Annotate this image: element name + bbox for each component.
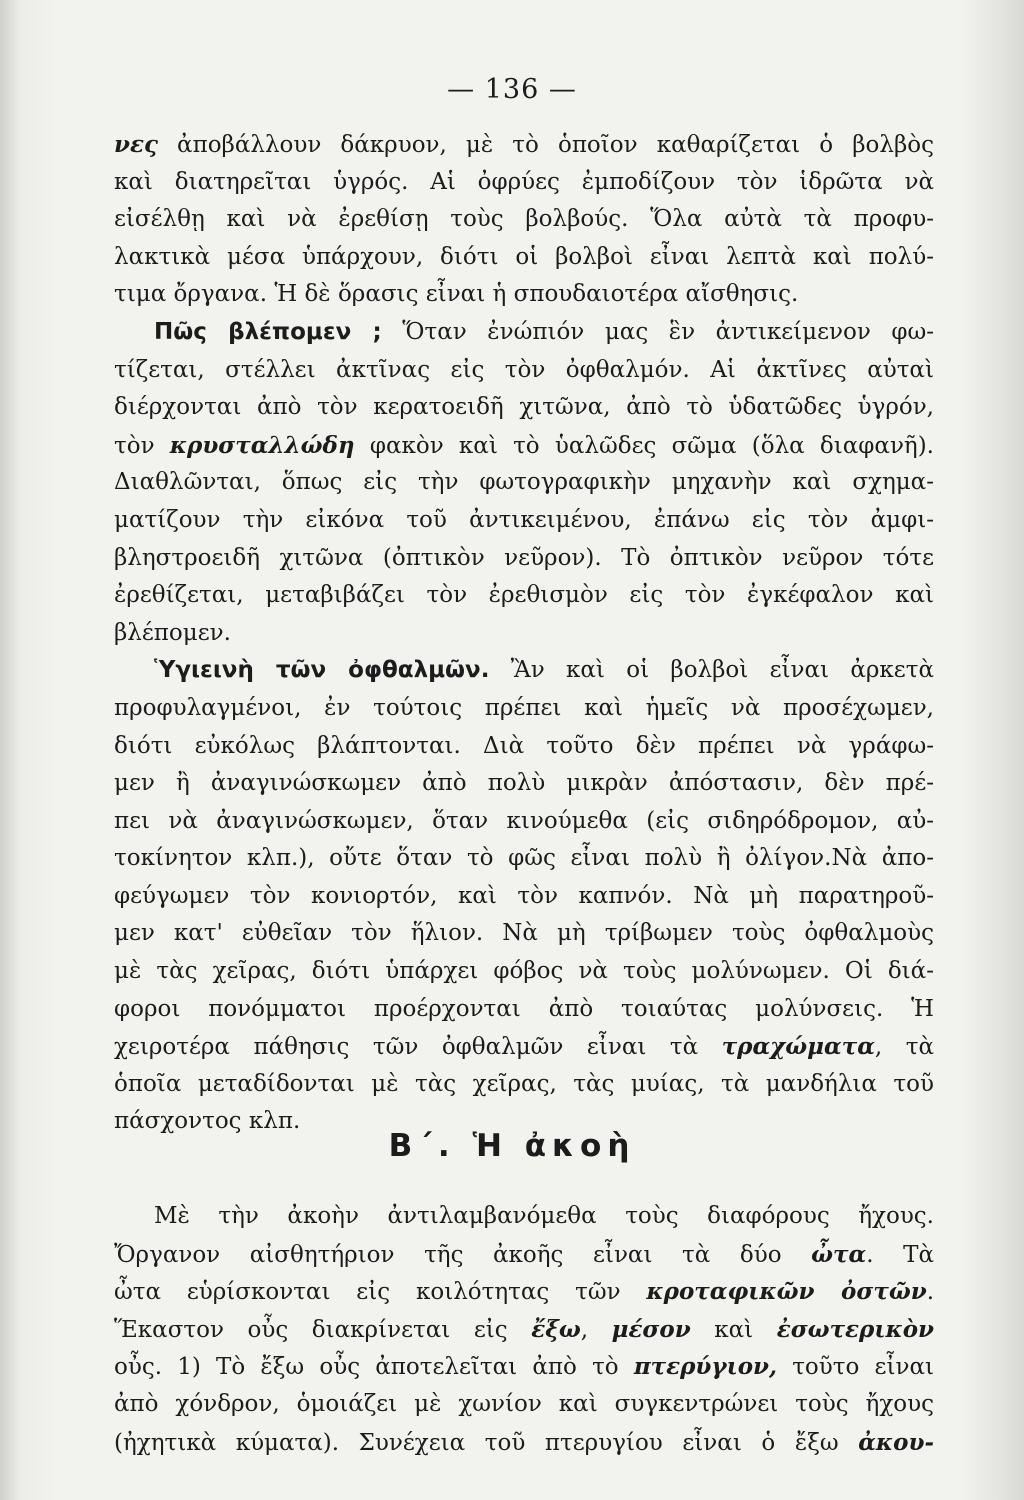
text-line: πει νὰ ἀναγινώσκωμεν, ὅταν κινούμεθα (εἰς σιδηρόδρομον, αὐ- — [114, 807, 934, 834]
text-line: ὁποῖα μεταδίδονται μὲ τὰς χεῖρας, τὰς μυίας, τὰ μανδήλια τοῦ — [114, 1070, 934, 1097]
text-line: διότι εὐκόλως βλάπτονται. Διὰ τοῦτο δὲν πρέπει νὰ γράφω- — [114, 732, 934, 759]
section-heading: Β΄. Ἡ ἀκοὴ — [388, 1128, 636, 1164]
text-line: τοκίνητον κλπ.), οὔτε ὅταν τὸ φῶς εἶναι πολὺ ἢ ὀλίγον.Νὰ ἀπο- — [114, 845, 934, 872]
text-line — [114, 427, 934, 465]
text-line — [114, 1348, 934, 1386]
text-line: μεν ἢ ἀναγινώσκωμεν ἀπὸ πολὺ μικρὰν ἀπόστασιν, δὲν πρέ- — [114, 770, 934, 797]
text-line: λακτικὰ μέσα ὑπάρχουν, διότι οἱ βολβοὶ εἶναι λεπτὰ καὶ πολύ- — [114, 243, 934, 270]
text-run: (ἠχητικὰ κύματα). Συνέχεια τοῦ πτερυγίου εἶναι ὁ ἔξω — [114, 1429, 859, 1456]
text-run: , τὰ — [874, 1034, 934, 1061]
text-line: Διαθλῶνται, ὅπως εἰς τὴν φωτογραφικὴν μηχανὴν καὶ σχημα- — [114, 469, 934, 496]
text-line: καὶ διατηρεῖται ὑγρός. Αἱ ὀφρύες ἐμποδίζουν τὸν ἱδρῶτα νὰ — [114, 168, 934, 195]
emphasis: ὦτα — [811, 1240, 867, 1268]
text-line — [114, 314, 934, 352]
text-line — [114, 1273, 934, 1311]
page-number: — 136 — — [447, 74, 577, 105]
text-line: διέρχονται ἀπὸ τὸν κερατοειδῆ χιτῶνα, ἀπὸ τὸ ὑδατῶδες ὑγρόν, — [114, 394, 934, 421]
main-text-block — [114, 126, 934, 1141]
text-run: . — [926, 1279, 934, 1306]
text-run: ἀποβάλλουν δάκρυον, μὲ τὸ ὁποῖον καθαρίζεται ὁ βολβὸς — [157, 132, 934, 158]
text-line: ἐρεθίζεται, μεταβιβάζει τὸν ἐρεθισμὸν εἰς τὸν ἐγκέφαλον καὶ — [114, 582, 934, 609]
emphasis: πτερύγιον, — [633, 1353, 778, 1381]
text-run: Ἂν καὶ οἱ βολβοὶ εἶναι ἀρκετὰ — [489, 657, 934, 684]
emphasis: ἀκου- — [858, 1428, 934, 1456]
paragraph-heading: Ὑγιεινὴ τῶν ὀφθαλμῶν. — [154, 657, 490, 684]
emphasis: μέσον — [611, 1315, 691, 1343]
text-line: βληστροειδῆ χιτῶνα (ὀπτικὸν νεῦρον). Τὸ ὀπτικὸν νεῦρον τότε — [114, 544, 934, 571]
text-line — [114, 1424, 934, 1462]
text-run: , — [580, 1316, 612, 1343]
text-line: προφυλαγμένοι, ἐν τούτοις πρέπει καὶ ἡμεῖς νὰ προσέχωμεν, — [114, 694, 934, 721]
text-run: ὦτα εὑρίσκονται εἰς κοιλότητας τῶν — [114, 1279, 647, 1306]
text-run: φακὸν καὶ τὸ ὑαλῶδες σῶμα (ὅλα διαφανῆ). — [354, 432, 934, 459]
paragraph-heading: Πῶς βλέπομεν ; — [154, 318, 382, 345]
text-line — [114, 126, 934, 164]
text-run: καὶ — [690, 1316, 777, 1343]
text-line: βλέπομεν. — [114, 619, 231, 646]
text-line: μὲ τὰς χεῖρας, διότι ὑπάρχει φόβος νὰ τοὺς μολύνωμεν. Οἱ διά- — [114, 958, 934, 985]
emphasis: ἐσωτερικὸν — [776, 1315, 934, 1343]
text-line: πάσχοντος κλπ. — [114, 1108, 301, 1135]
text-line: φεύγωμεν τὸν κονιορτόν, καὶ τὸν καπνόν. Νὰ μὴ παρατηροῦ- — [114, 882, 934, 909]
text-run: . Τὰ — [866, 1241, 934, 1268]
emphasis: τραχώματα — [721, 1033, 875, 1061]
text-line — [114, 1236, 934, 1274]
text-run: τὸν — [114, 432, 170, 459]
text-run: Ὄργανον αἰσθητήριον τῆς ἀκοῆς εἶναι τὰ δύο — [114, 1241, 812, 1268]
text-line: εἰσέλθῃ καὶ νὰ ἐρεθίσῃ τοὺς βολβούς. Ὅλα αὐτὰ τὰ προφυ- — [114, 206, 934, 233]
text-line: Μὲ τὴν ἀκοὴν ἀντιλαμβανόμεθα τοὺς διαφόρους ἤχους. — [154, 1203, 934, 1229]
emphasis: κρυσταλλώδη — [169, 431, 355, 459]
text-line — [114, 652, 934, 690]
text-line: φοροι πονόμματοι προέρχονται ἀπὸ τοιαύτας μολύνσεις. Ἡ — [114, 995, 934, 1022]
emphasis: κροταφικῶν ὀστῶν — [646, 1278, 927, 1306]
text-run: Ἕκαστον οὖς διακρίνεται εἰς — [114, 1316, 532, 1343]
emphasis: νες — [114, 131, 158, 158]
text-line: τιμα ὄργανα. Ἡ δὲ ὅρασις εἶναι ἡ σπουδαιοτέρα αἴσθησις. — [114, 281, 799, 308]
text-run: Ὅταν ἐνώπιόν μας ἓν ἀντικείμενον φω- — [381, 318, 935, 345]
text-run: οὖς. 1) Τὸ ἔξω οὖς ἀποτελεῖται ἀπὸ τὸ — [114, 1354, 634, 1381]
text-line: μεν κατ' εὐθεῖαν τὸν ἥλιον. Νὰ μὴ τρίβωμεν τοὺς ὀφθαλμοὺς — [114, 920, 934, 947]
emphasis: ἔξω — [531, 1315, 581, 1343]
text-line: τίζεται, στέλλει ἀκτῖνας εἰς τὸν ὀφθαλμόν. Αἱ ἀκτῖνες αὐταὶ — [114, 356, 934, 383]
text-line: ἀπὸ χόνδρον, ὁμοιάζει μὲ χωνίον καὶ συγκεντρώνει τοὺς ἤχους — [114, 1390, 934, 1417]
section-text-block — [114, 1198, 934, 1461]
text-line: ματίζουν τὴν εἰκόνα τοῦ ἀντικειμένου, ἐπάνω εἰς τὸν ἀμφι- — [114, 506, 934, 533]
text-line — [114, 1028, 934, 1066]
text-line — [114, 1311, 934, 1349]
text-run: χειροτέρα πάθησις τῶν ὀφθαλμῶν εἶναι τὰ — [114, 1034, 722, 1061]
text-run: τοῦτο εἶναι — [777, 1354, 934, 1381]
